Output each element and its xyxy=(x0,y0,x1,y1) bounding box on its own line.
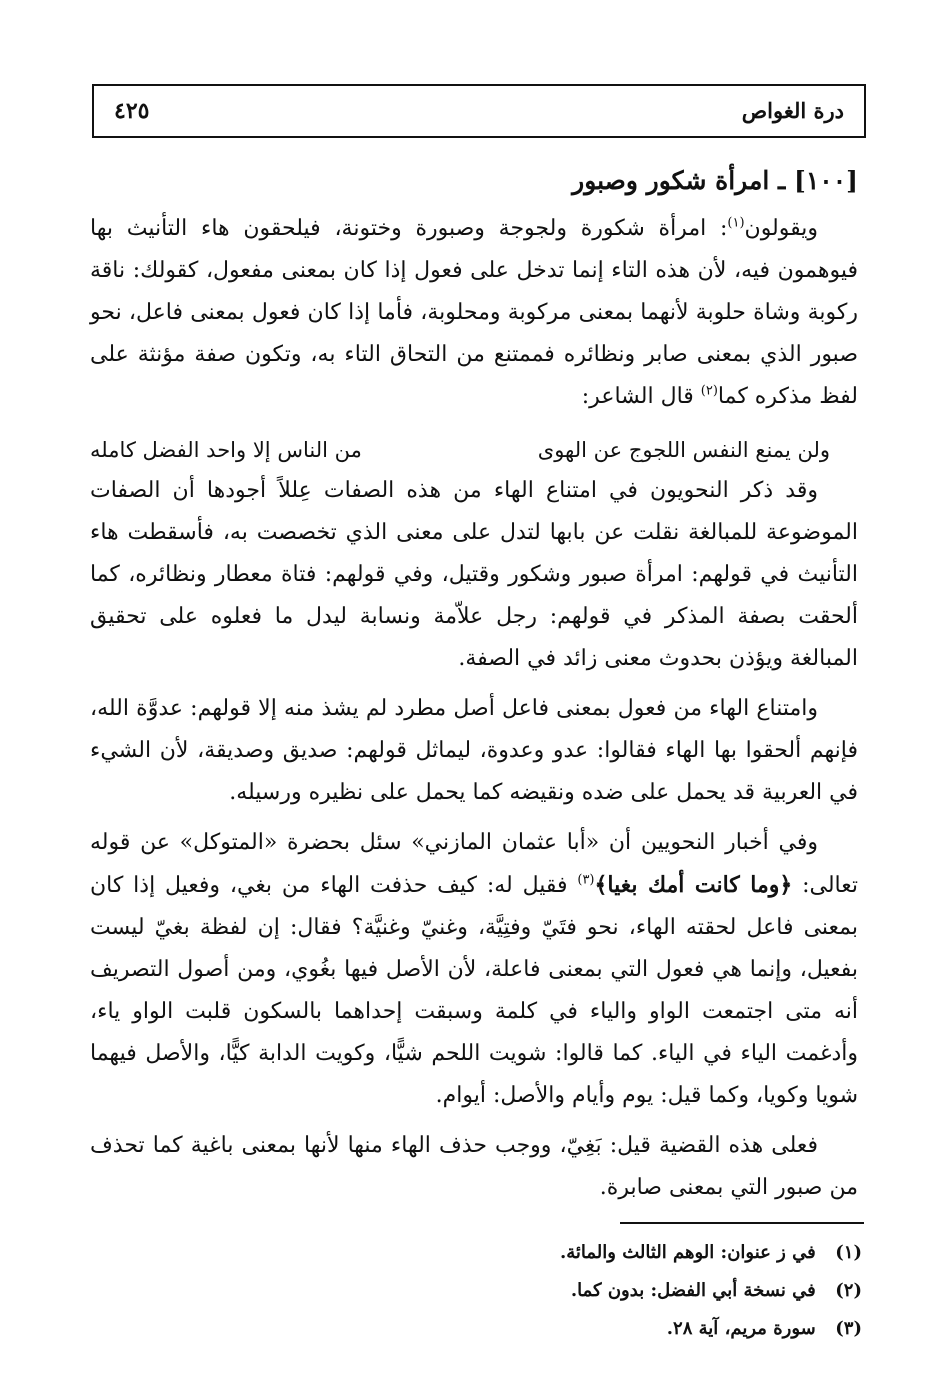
paragraph-2: وقد ذكر النحويون في امتناع الهاء من هذه الصفات عِللاً أجودها أن الصفات الموضوعة للمبالغة نقلت عن بابها لتدل على معنى الذي تخصصت به، فأسقطت هاء التأنيث في قولهم: امرأة صبور وشكور وقتيل، وفي قولهم: فتاة معطار ونظائره، كما ألحقت بصفة المذكر في قولهم: رجل علاّمة ونسابة ليدل ما فعلوه على تحقيق المبالغة ويؤذن بحدوث معنى زائد في الصفة. xyxy=(90,478,858,671)
footnote-ref-2: (٢) xyxy=(700,383,718,399)
footnote-text: سورة مريم، آية ٢٨. xyxy=(666,1318,816,1339)
footnote-number: (٢) xyxy=(835,1280,862,1301)
page-header xyxy=(92,84,866,138)
footnote-divider xyxy=(620,1222,864,1224)
paragraph-1-start: ويقولون xyxy=(744,216,818,241)
footnote-text: في ز عنوان: الوهم الثالث والمائة. xyxy=(559,1242,816,1263)
paragraph-4 xyxy=(90,822,858,1117)
page-number: ٤٢٥ xyxy=(114,98,150,124)
footnote-3 xyxy=(82,1310,862,1348)
section-heading: [١٠٠] ـ امرأة شكور وصبور xyxy=(572,166,858,195)
footnote-ref-3: (٣) xyxy=(577,872,595,888)
verse-first-hemistich: ولن يمنع النفس اللجوج عن الهوى xyxy=(537,438,830,462)
paragraph-1-body: : امرأة شكورة ولجوجة وصبورة وختونة، فيلحقون هاء التأنيث بها فيوهمون فيه، لأن هذه التاء إنما تدخل على فعول إذا كان بمعنى مفعول، كقولك: ناقة ركوبة وشاة حلوبة لأنهما بمعنى مركوبة ومحلوبة، فأما إذا كان فعول بمعنى فاعل، نحو صبور الذي بمعنى صابر ونظائره فممتنع من التحاق التاء به، وتكون صفة مؤنثة على لفظ مذكره كما xyxy=(90,216,858,409)
quran-quote: ﴿وما كانت أمك بغيا﴾ xyxy=(594,872,793,898)
footnote-text: في نسخة أبي الفضل: بدون كما. xyxy=(570,1280,816,1301)
paragraph-4-body: فقيل له: كيف حذفت الهاء من بغي، وفعيل إذا كان بمعنى فاعل لحقته الهاء، نحو فتَيّ وفتِيَّة، وغنيّ وغنيَّة؟ فقال: إن لفظة بغيّ ليست بفعيل، وإنما هي فعول التي بمعنى فاعلة، لأن الأصل فيها بغُوي، ومن أصول التصريف أنه متى اجتمعت الواو والياء في كلمة وسبقت إحداهما بالسكون قلبت الواو ياء، وأدغمت الياء في الياء. كما قالوا: شويت اللحم شيًّا، وكويت الدابة كيًّا، والأصل فيهما شويا وكويا، وكما قيل: يوم وأيام والأصل: أيوام. xyxy=(90,873,858,1108)
paragraph-1-end: قال الشاعر: xyxy=(581,384,701,409)
paragraph-4-start: وفي أخبار النحويين أن «أبا عثمان المازني» سئل بحضرة «المتوكل» عن قوله تعالى: xyxy=(90,830,858,898)
main-text xyxy=(90,208,858,1209)
paragraph-1 xyxy=(90,208,858,418)
footnote-1 xyxy=(82,1234,862,1272)
running-title: درة الغواص xyxy=(741,98,844,123)
poetry-verse xyxy=(90,430,858,470)
verse-second-hemistich: من الناس إلا واحد الفضل كامله xyxy=(90,438,362,462)
paragraph-3: وامتناع الهاء من فعول بمعنى فاعل أصل مطرد لم يشذ منه إلا قولهم: عدوَّة الله، فإنهم ألحقوا بها الهاء فقالوا: عدو وعدوة، ليماثل قولهم: صديق وصديقة، لأن الشيء في العربية قد يحمل على ضده ونقيضه كما يحمل على نظيره ورسيله. xyxy=(90,696,858,805)
footnote-2 xyxy=(82,1272,862,1310)
footnote-number: (١) xyxy=(835,1242,862,1263)
paragraph-5: فعلى هذه القضية قيل: بَغِيّ، ووجب حذف الهاء منها لأنها بمعنى باغية كما تحذف من صبور التي بمعنى صابرة. xyxy=(90,1133,858,1200)
footnote-ref-1: (١) xyxy=(727,215,745,231)
footnotes xyxy=(82,1234,862,1348)
footnote-number: (٣) xyxy=(835,1318,862,1339)
